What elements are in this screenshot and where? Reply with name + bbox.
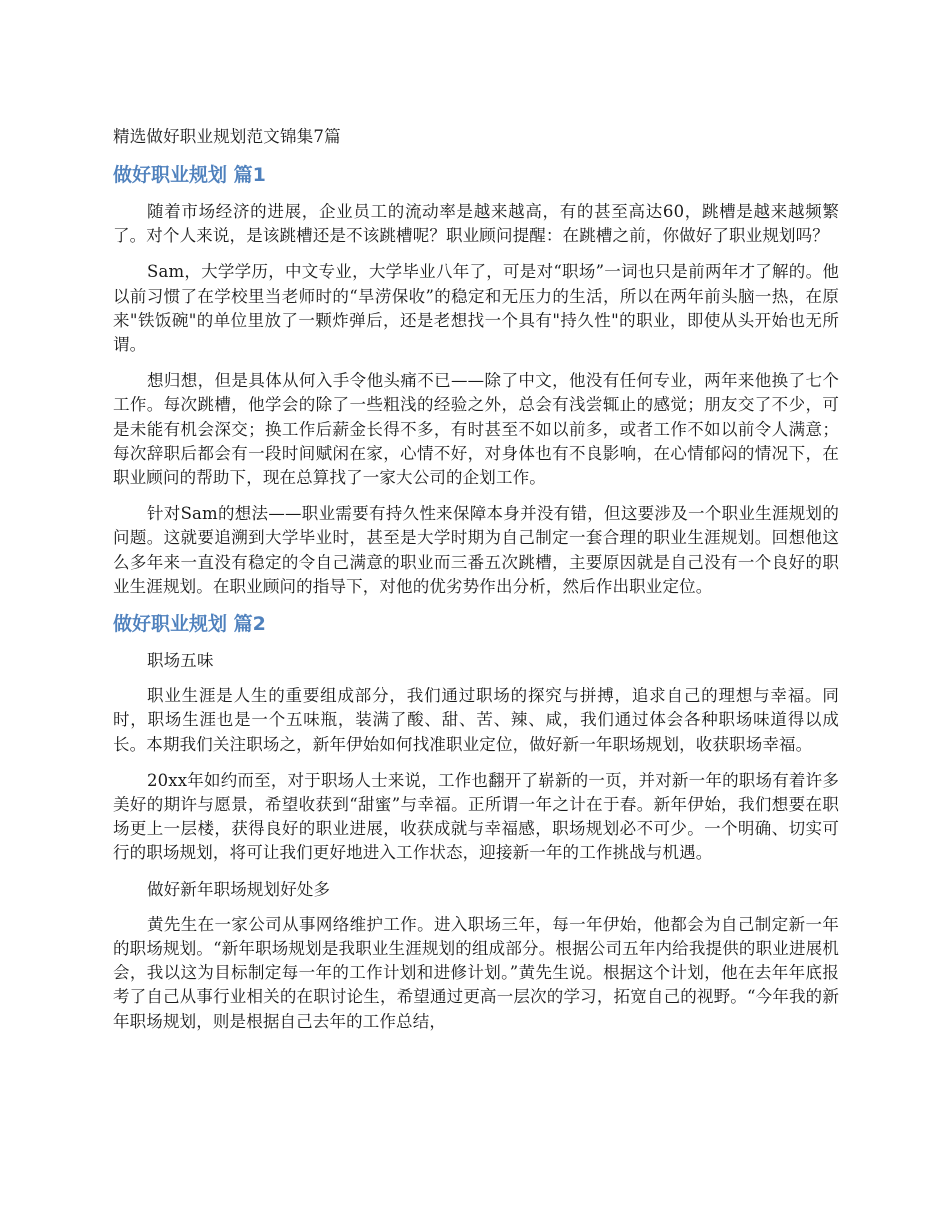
subheading: 职场五味 bbox=[147, 651, 214, 671]
subheading: 做好新年职场规划好处多 bbox=[147, 879, 331, 899]
paragraph: 想归想，但是具体从何入手令他头痛不已——除了中文，他没有任何专业，两年来他换了七个工作。每次跳槽，他学会的除了一些粗浅的经验之外，总会有浅尝辄止的感觉；朋友交了不少，可是未能有机会深交；换工作后薪金长得不多，有时甚至不如以前多，或者工作不如以前令人满意；每次辞职后都会有一段时间赋闲在家，心情不好，对身体也有不良影响，在心情郁闷的情况下，在职业顾问的帮助下，现在总算找了一家大公司的企划工作。 bbox=[113, 371, 839, 488]
paragraph: 职业生涯是人生的重要组成部分，我们通过职场的探究与拼搏，追求自己的理想与幸福。同时，职场生涯也是一个五味瓶，装满了酸、甜、苦、辣、咸，我们通过体会各种职场味道得以成长。本期我们关注职场之，新年伊始如何找准职业定位，做好新一年职场规划，收获职场幸福。 bbox=[113, 686, 839, 754]
paragraph: Sam，大学学历，中文专业，大学毕业八年了，可是对“职场”一词也只是前两年才了解的。他以前习惯了在学校里当老师时的“旱涝保收”的稳定和无压力的生活，所以在两年前头脑一热，在原来"铁饭碗"的单位里放了一颗炸弹后，还是老想找一个具有"持久性"的职业，即使从头开始也无所谓。 bbox=[113, 262, 839, 355]
section-2 bbox=[113, 611, 839, 1034]
paragraph: 20xx年如约而至，对于职场人士来说，工作也翻开了崭新的一页，并对新一年的职场有着许多美好的期许与愿景，希望收获到“甜蜜”与幸福。正所谓一年之计在于春。新年伊始，我们想要在职场更上一层楼，获得良好的职业进展，收获成就与幸福感，职场规划必不可少。一个明确、切实可行的职场规划，将可让我们更好地进入工作状态，迎接新一年的工作挑战与机遇。 bbox=[113, 770, 839, 863]
paragraph: 黄先生在一家公司从事网络维护工作。进入职场三年，每一年伊始，他都会为自己制定新一年的职场规划。“新年职场规划是我职业生涯规划的组成部分。根据公司五年内给我提供的职业进展机会，我以这为目标制定每一年的工作计划和进修计划。”黄先生说。根据这个计划，他在去年年底报考了自己从事行业相关的在职讨论生，希望通过更高一层次的学习，拓宽自己的视野。“今年我的新年职场规划，则是根据自己去年的工作总结， bbox=[113, 914, 839, 1031]
document-title: 精选做好职业规划范文锦集7篇 bbox=[113, 127, 341, 146]
section-heading: 做好职业规划 篇1 bbox=[113, 164, 266, 186]
document-page bbox=[113, 126, 839, 1046]
section-heading: 做好职业规划 篇2 bbox=[113, 613, 266, 636]
paragraph: 随着市场经济的进展，企业员工的流动率是越来越高，有的甚至高达60，跳槽是越来越频繁了。对个人来说，是该跳槽还是不该跳槽呢？职业顾问提醒：在跳槽之前，你做好了职业规划吗？ bbox=[113, 202, 839, 246]
section-1 bbox=[113, 162, 839, 599]
paragraph: 针对Sam的想法——职业需要有持久性来保障本身并没有错，但这要涉及一个职业生涯规划的问题。这就要追溯到大学毕业时，甚至是大学时期为自己制定一套合理的职业生涯规划。回想他这么多年来一直没有稳定的令自己满意的职业而三番五次跳槽，主要原因就是自己没有一个良好的职业生涯规划。在职业顾问的指导下，对他的优劣势作出分析，然后作出职业定位。 bbox=[113, 504, 839, 596]
